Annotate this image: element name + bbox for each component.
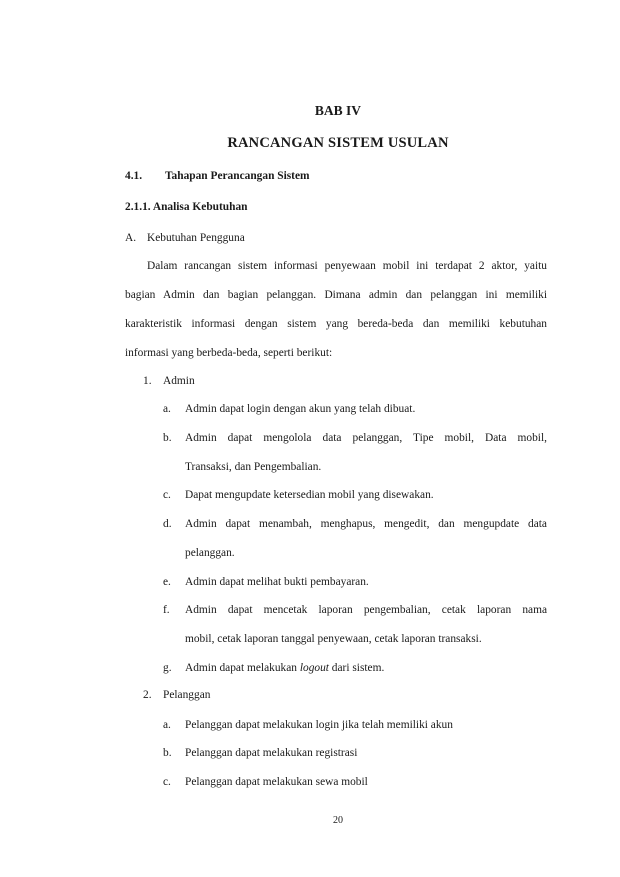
admin-item-d: Admin dapat menambah, menghapus, mengedit, dan mengupdate data [185, 518, 547, 530]
admin-item-g-italic: logout [299, 662, 329, 674]
admin-item-g-marker: g. [163, 662, 172, 674]
pelanggan-item-b-marker: b. [163, 747, 172, 759]
admin-item-d-cont: pelanggan. [185, 547, 235, 559]
pelanggan-item-c: Pelanggan dapat melakukan sewa mobil [185, 776, 368, 788]
list-label-admin: Admin [163, 375, 195, 387]
pelanggan-item-a: Pelanggan dapat melakukan login jika telah memiliki akun [185, 719, 453, 731]
paragraph-line-3: karakteristik informasi dengan sistem yang bereda-beda dan memiliki kebutuhan [125, 318, 547, 330]
pelanggan-item-a-marker: a. [163, 719, 171, 731]
part-a-marker: A. [125, 232, 137, 244]
admin-item-e-marker: e. [163, 576, 171, 588]
admin-item-c-marker: c. [163, 489, 171, 501]
list-marker-2: 2. [143, 689, 152, 701]
admin-item-c: Dapat mengupdate ketersedian mobil yang disewakan. [185, 489, 434, 501]
list-label-pelanggan: Pelanggan [163, 689, 211, 701]
paragraph-line-4: informasi yang berbeda-beda, seperti berikut: [125, 347, 333, 359]
chapter-title: RANCANGAN SISTEM USULAN [227, 135, 449, 151]
admin-item-g-text: Admin dapat melakukan [185, 662, 300, 674]
admin-item-e: Admin dapat melihat bukti pembayaran. [185, 576, 369, 588]
part-a-title: Kebutuhan Pengguna [147, 232, 245, 244]
admin-item-a-marker: a. [163, 403, 171, 415]
paragraph-line-1: Dalam rancangan sistem informasi penyewaan mobil ini terdapat 2 aktor, yaitu [147, 260, 547, 272]
paragraph-line-2: bagian Admin dan bagian pelanggan. Dimana admin dan pelanggan ini memiliki [125, 289, 547, 301]
admin-item-g [185, 662, 384, 674]
admin-item-b-cont: Transaksi, dan Pengembalian. [185, 461, 322, 473]
admin-item-d-marker: d. [163, 518, 172, 530]
list-marker-1: 1. [143, 375, 152, 387]
chapter-heading: BAB IV [314, 103, 362, 118]
pelanggan-item-c-marker: c. [163, 776, 171, 788]
section-number: 4.1. [125, 170, 143, 182]
admin-item-f-cont: mobil, cetak laporan tanggal penyewaan, cetak laporan transaksi. [185, 633, 482, 645]
pelanggan-item-b: Pelanggan dapat melakukan registrasi [185, 747, 358, 759]
admin-item-a: Admin dapat login dengan akun yang telah dibuat. [185, 403, 416, 415]
admin-item-g-text-after: dari sistem. [328, 662, 385, 674]
page-number: 20 [333, 815, 343, 826]
admin-item-b-marker: b. [163, 432, 172, 444]
admin-item-f-marker: f. [163, 604, 170, 616]
subsection-title: 2.1.1. Analisa Kebutuhan [125, 201, 248, 213]
admin-item-f: Admin dapat mencetak laporan pengembalian, cetak laporan nama [185, 604, 547, 616]
section-title: Tahapan Perancangan Sistem [165, 170, 310, 182]
admin-item-b: Admin dapat mengolola data pelanggan, Tipe mobil, Data mobil, [185, 432, 547, 444]
